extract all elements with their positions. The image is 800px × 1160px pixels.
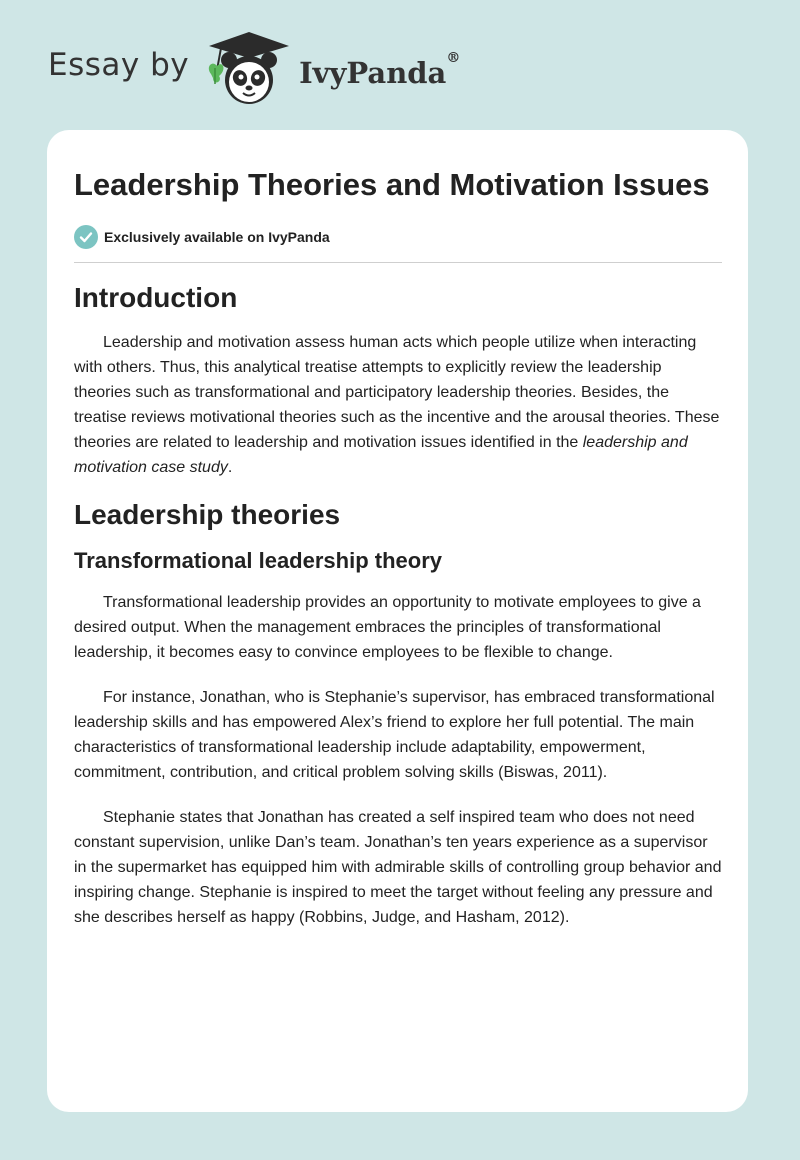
paragraph: Stephanie states that Jonathan has created a self inspired team who does not need constant supervision, unlike Dan’s team. Jonathan’s ten years experience as a supervisor in the supermarket has equipped him with admirable skills of controlling group behavior and inspiring change. Stephanie is inspired to meet the target without feeling any pressure and she describes herself as happy (Robbins, Judge, and Hasham, 2012). [74,809,722,926]
check-icon [74,225,98,249]
section-heading-leadership-theories: Leadership theories [74,499,341,530]
page-title: Leadership Theories and Motivation Issues [74,167,710,202]
badge-text: Exclusively available on IvyPanda [104,229,330,245]
panda-graduation-cap-icon[interactable] [203,30,295,110]
paragraph: Transformational leadership provides an opportunity to motivate employees to give a desired output. When the management embraces the principles of transformational leadership, it becomes easy to convince employees to be flexible to change. [74,594,701,661]
exclusive-badge [74,225,722,263]
registered-mark: ® [446,50,461,66]
brand-name[interactable]: IvyPanda® [299,50,461,90]
case-study-reference: leadership and motivation case study [74,434,688,476]
paragraph: Leadership and motivation assess human acts which people utilize when interacting with others. Thus, this analytical treatise attempts to explicitly review the leadership theories such as transformational and participatory leadership theories. Besides, the treatise reviews motivational theories such as the incentive and the arousal theories. These theories are related to leadership and motivation issues identified in the leadership and motivation case study. [74,334,720,476]
brand-header [48,30,460,110]
brand-prefix: Essay by [48,47,190,83]
subsection-heading-transformational: Transformational leadership theory [74,548,442,573]
article-card [47,130,748,1112]
paragraph: For instance, Jonathan, who is Stephanie’s supervisor, has embraced transformational leadership skills and has empowered Alex’s friend to explore her full potential. The main characteristics of transformational leadership include adaptability, empowerment, commitment, contribution, and critical problem solving skills (Biswas, 2011). [74,689,715,781]
section-heading-introduction: Introduction [74,282,238,313]
